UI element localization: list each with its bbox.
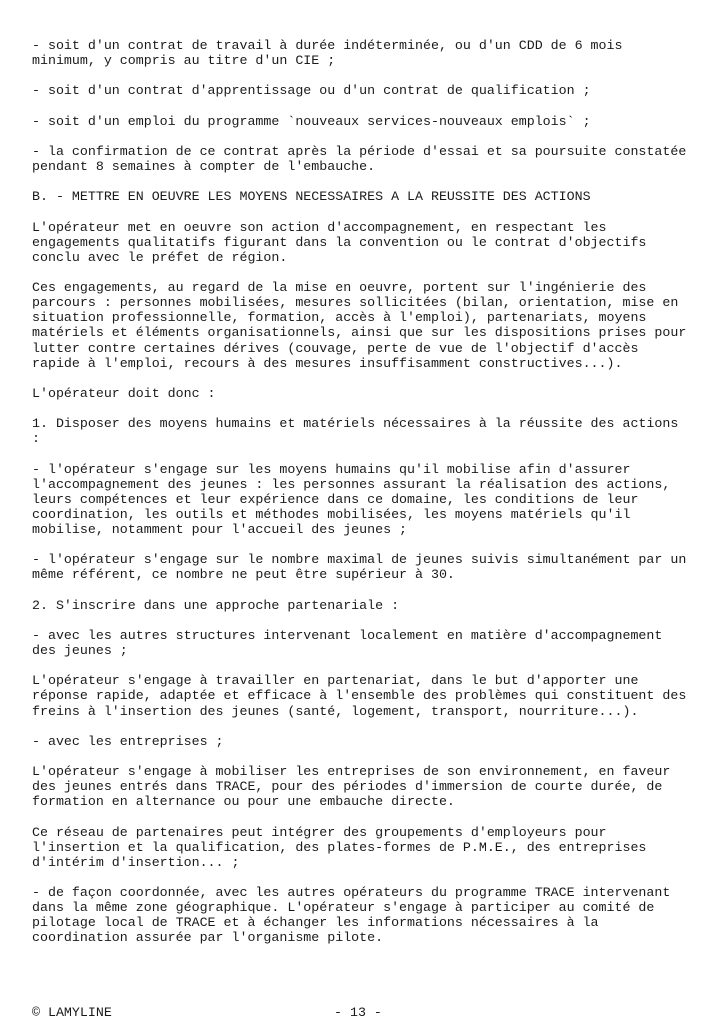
paragraph: [32, 386, 712, 401]
text-line: coordination assurée par l'organisme pilote.: [32, 930, 384, 946]
text-line: l'insertion et la qualification, des plates-formes de P.M.E., des entreprises: [32, 839, 647, 855]
paragraph: [32, 83, 712, 98]
paragraph: [32, 38, 712, 68]
text-line: engagements qualitatifs figurant dans la convention ou le contrat d'objectifs: [32, 234, 647, 250]
text-line: minimum, y compris au titre d'un CIE ;: [32, 53, 336, 69]
text-line: parcours : personnes mobilisées, mesures sollicitées (bilan, orientation, mise en: [32, 295, 679, 311]
text-line: pendant 8 semaines à compter de l'embauche.: [32, 159, 376, 174]
text-line: des jeunes ;: [32, 643, 128, 658]
section-heading: [32, 189, 712, 204]
text-line: - avec les autres structures intervenant localement en matière d'accompagnement: [32, 627, 663, 643]
text-line: 2. S'inscrire dans une approche partenariale :: [32, 597, 400, 613]
text-line: - l'opérateur s'engage sur les moyens humains qu'il mobilise afin d'assurer: [32, 461, 631, 477]
text-line: - soit d'un contrat de travail à durée indéterminée, ou d'un CDD de 6 mois: [32, 38, 623, 53]
text-line: d'intérim d'insertion... ;: [32, 854, 240, 870]
text-line: lutter contre certaines dérives (couvage, perte de vue de l'objectif d'accès: [32, 340, 639, 356]
paragraph: [32, 144, 712, 174]
paragraph: [32, 825, 712, 870]
text-line: situation professionnelle, formation, accès à l'emploi), partenariats, moyens: [32, 310, 647, 326]
text-line: - avec les entreprises ;: [32, 733, 224, 749]
text-line: L'opérateur met en oeuvre son action d'accompagnement, en respectant les: [32, 219, 607, 235]
text-line: - soit d'un emploi du programme `nouveaux services-nouveaux emplois` ;: [32, 113, 591, 129]
text-line: L'opérateur s'engage à travailler en partenariat, dans le but d'apporter une: [32, 673, 639, 689]
text-line: rapide à l'emploi, recours à des mesures insuffisamment constructives...).: [32, 355, 623, 371]
paragraph: [32, 114, 712, 129]
text-line: leurs compétences et leur expérience dans ce domaine, les conditions de leur: [32, 491, 639, 507]
text-line: B. - METTRE EN OEUVRE LES MOYENS NECESSAIRES A LA REUSSITE DES ACTIONS: [32, 189, 591, 205]
text-line: matériels et éléments organisationnels, ainsi que sur les dispositions prises pour: [32, 325, 687, 341]
text-line: coordination, les outils et méthodes mobilisées, les moyens matériels qu'il: [32, 506, 631, 522]
paragraph: [32, 598, 712, 613]
text-line: freins à l'insertion des jeunes (santé, logement, transport, nourriture...).: [32, 703, 639, 719]
text-line: l'accompagnement des jeunes : les personnes assurant la réalisation des actions,: [32, 476, 671, 492]
copyright-notice: © LAMYLINE: [32, 1005, 112, 1020]
paragraph: [32, 552, 712, 582]
page-number: - 13 -: [334, 1005, 382, 1020]
paragraph: [32, 734, 712, 749]
text-line: Ce réseau de partenaires peut intégrer des groupements d'employeurs pour: [32, 824, 607, 840]
paragraph: [32, 280, 712, 371]
text-line: mobilise, notamment pour l'accueil des jeunes ;: [32, 522, 408, 537]
paragraph: [32, 673, 712, 718]
text-line: Ces engagements, au regard de la mise en oeuvre, portent sur l'ingénierie des: [32, 280, 647, 295]
text-line: L'opérateur doit donc :: [32, 385, 216, 401]
text-line: - l'opérateur s'engage sur le nombre maximal de jeunes suivis simultanément par un: [32, 552, 687, 568]
text-line: conclu avec le préfet de région.: [32, 249, 288, 265]
text-line: réponse rapide, adaptée et efficace à l'ensemble des problèmes qui constituent des: [32, 688, 687, 704]
paragraph: [32, 462, 712, 538]
text-line: même référent, ce nombre ne peut être supérieur à 30.: [32, 567, 455, 583]
text-line: - soit d'un contrat d'apprentissage ou d'un contrat de qualification ;: [32, 83, 591, 99]
paragraph: [32, 628, 712, 658]
text-line: L'opérateur s'engage à mobiliser les entreprises de son environnement, en faveur: [32, 764, 671, 779]
text-line: dans la même zone géographique. L'opérateur s'engage à participer au comité de: [32, 900, 655, 916]
text-line: :: [32, 431, 40, 447]
text-line: pilotage local de TRACE et à échanger les informations nécessaires à la: [32, 915, 599, 931]
text-line: - la confirmation de ce contrat après la période d'essai et sa poursuite constatée: [32, 143, 687, 159]
text-line: des jeunes entrés dans TRACE, pour des périodes d'immersion de courte durée, de: [32, 779, 663, 795]
paragraph: [32, 764, 712, 809]
text-line: - de façon coordonnée, avec les autres opérateurs du programme TRACE intervenant: [32, 885, 671, 900]
paragraph: [32, 885, 712, 946]
text-line: 1. Disposer des moyens humains et matériels nécessaires à la réussite des actions: [32, 416, 679, 432]
paragraph: [32, 220, 712, 265]
text-line: formation en alternance ou pour une embauche directe.: [32, 794, 455, 810]
document-body: [32, 38, 712, 961]
paragraph: [32, 416, 712, 446]
